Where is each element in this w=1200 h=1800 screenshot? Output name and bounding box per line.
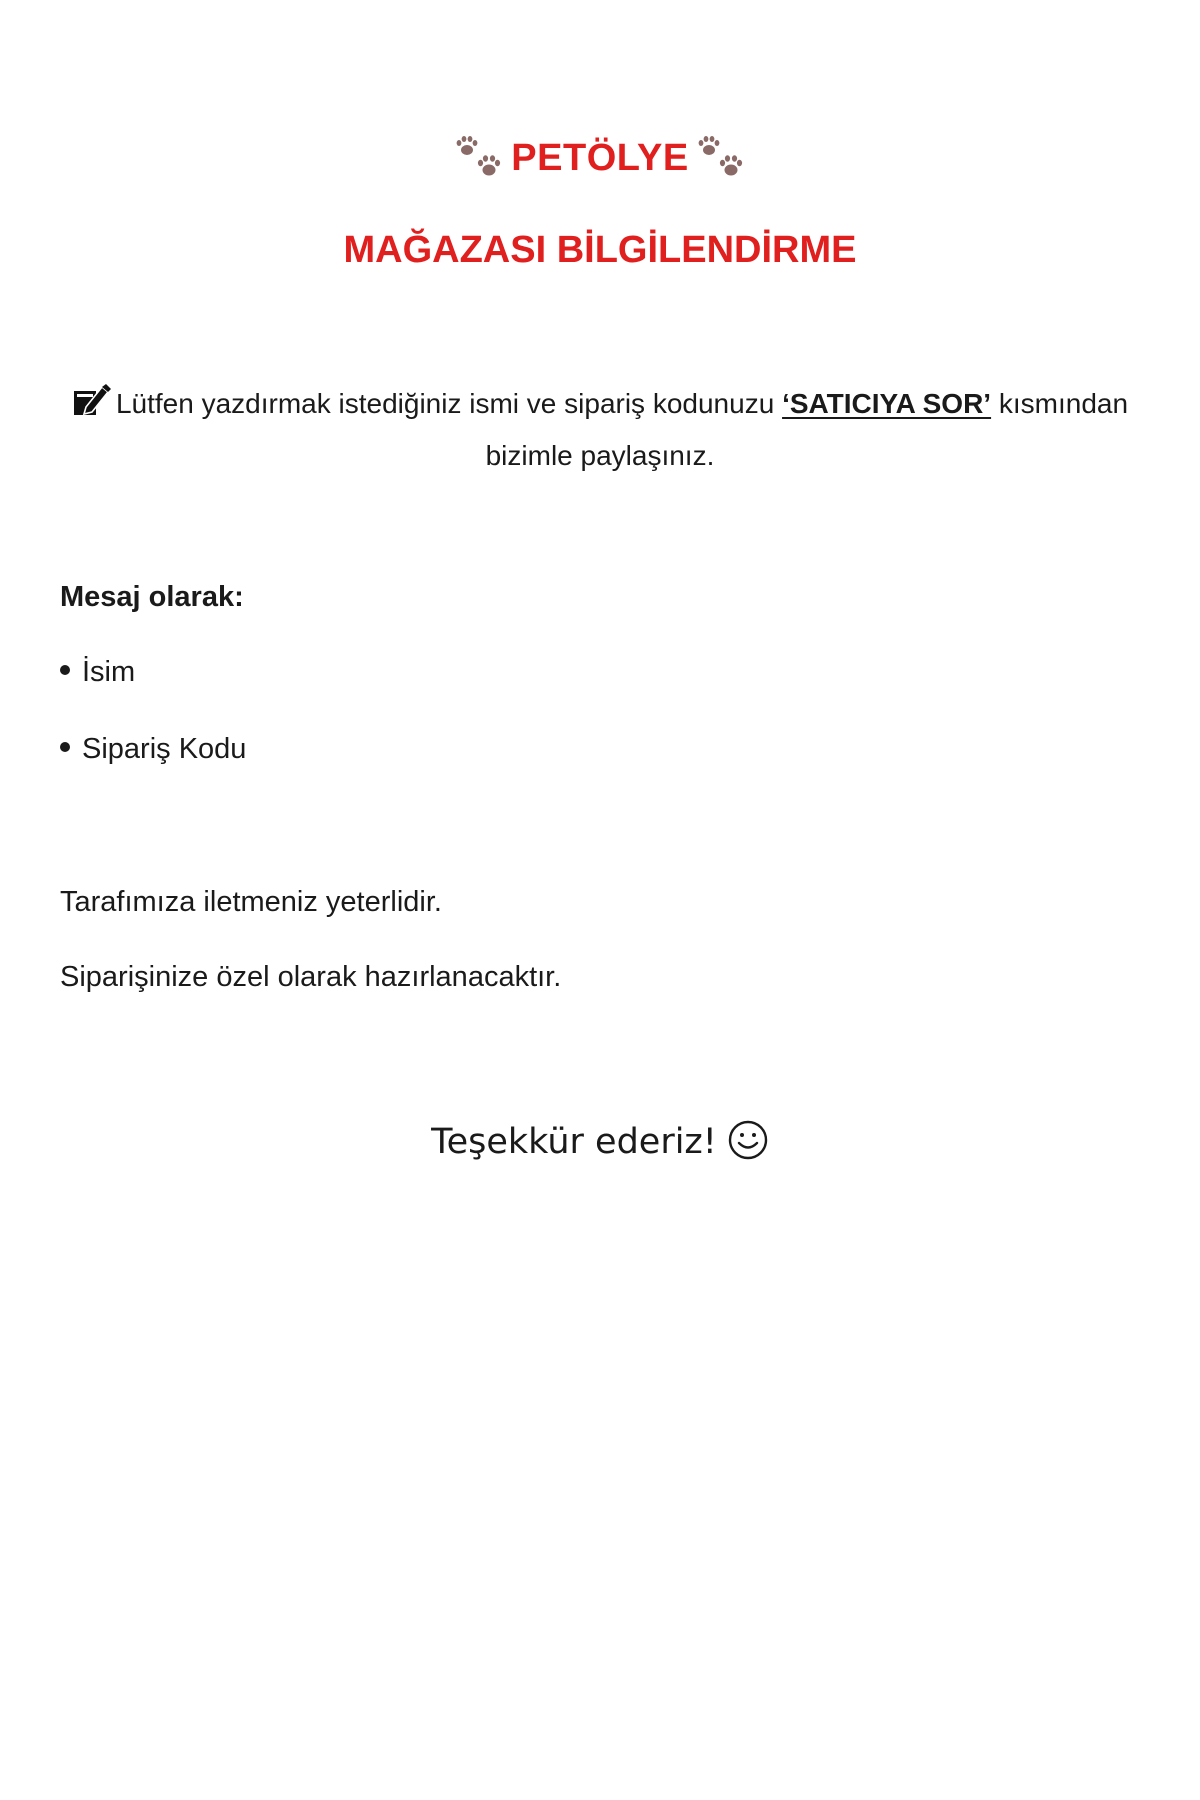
brand-header	[0, 128, 1200, 188]
smiley-icon	[727, 1119, 769, 1161]
instruction-text-after: kısmından bizimle paylaşınız.	[485, 388, 1129, 471]
list-item-text: Sipariş Kodu	[82, 733, 247, 765]
note-custom-prepared: Siparişinize özel olarak hazırlanacaktır.	[60, 961, 562, 993]
list-item-text: İsim	[82, 656, 136, 688]
closing-text: Teşekkür ederiz!	[431, 1122, 717, 1162]
message-label: Mesaj olarak:	[60, 581, 244, 613]
paw-prints-icon	[695, 132, 747, 184]
bullet-icon	[60, 742, 70, 752]
list-item	[60, 650, 135, 694]
page-subtitle: MAĞAZASI BİLGİLENDİRME	[343, 229, 857, 271]
ask-seller-highlight: ‘SATICIYA SOR’	[782, 388, 992, 419]
list-item	[60, 727, 246, 771]
closing-message	[0, 1112, 1200, 1172]
instruction-paragraph	[58, 378, 1142, 482]
note-sufficient: Tarafımıza iletmeniz yeterlidir.	[60, 886, 442, 918]
pencil-icon	[72, 383, 112, 417]
bullet-icon	[60, 665, 70, 675]
instruction-text-before: Lütfen yazdırmak istediğiniz ismi ve sipariş kodunuzu	[115, 388, 783, 419]
brand-title: PETÖLYE	[511, 137, 689, 179]
paw-prints-icon	[453, 132, 505, 184]
